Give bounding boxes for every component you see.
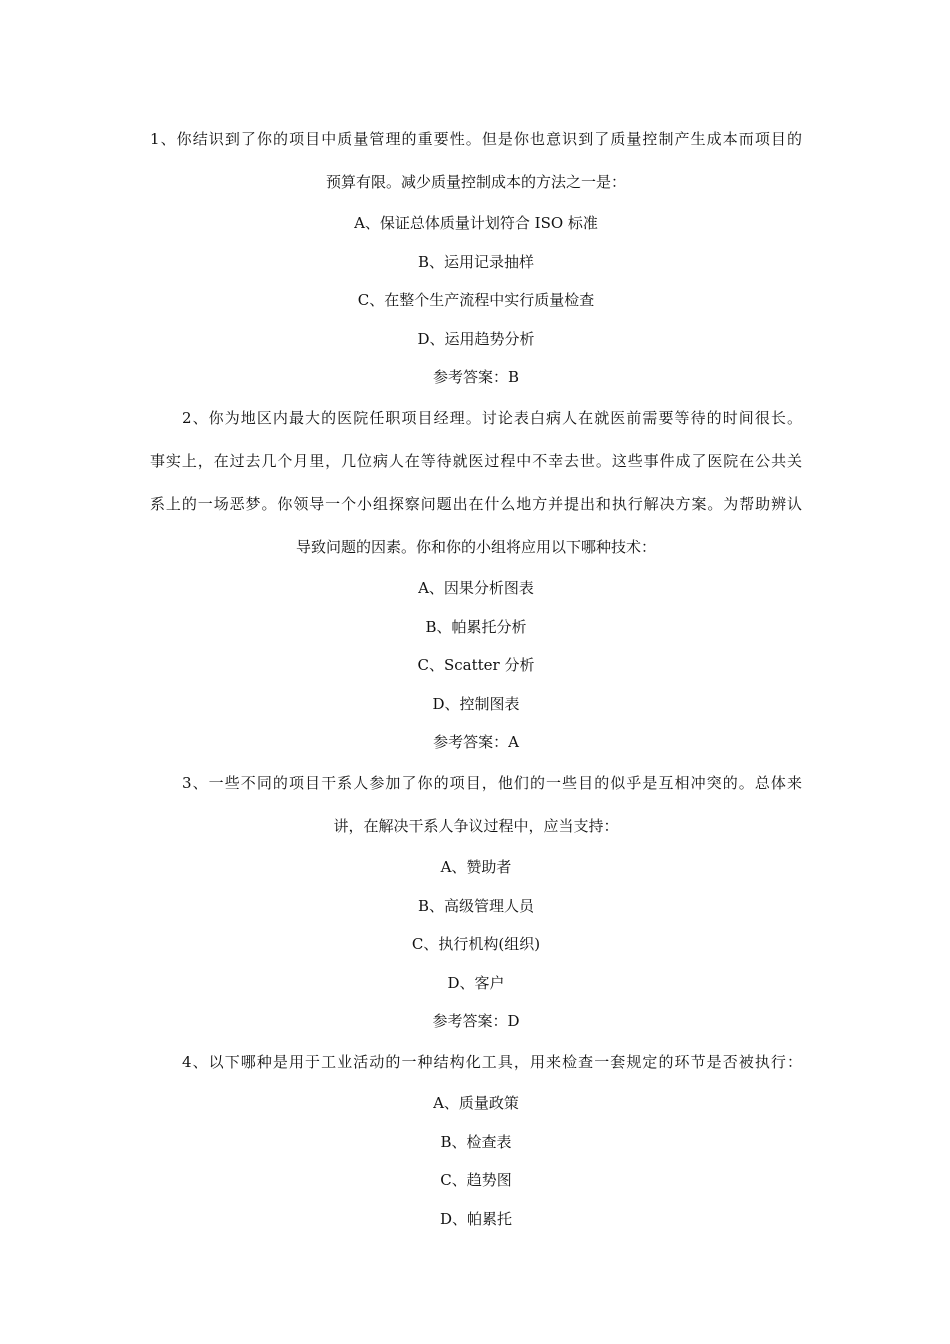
- question-4: [150, 1041, 802, 1238]
- question-4-option-c: C、趋势图: [440, 1171, 512, 1190]
- question-4-option-d: D、帕累托: [439, 1209, 513, 1228]
- question-1-option-b: B、运用记录抽样: [417, 252, 535, 271]
- question-3-option-b: B、高级管理人员: [417, 896, 535, 915]
- question-2-line-3: 系上的一场恶梦。你领导一个小组探察问题出在什么地方并提出和执行解决方案。为帮助辨认: [150, 494, 802, 513]
- question-3-line-1: 3、一些不同的项目干系人参加了你的项目，他们的一些目的似乎是互相冲突的。总体来: [182, 773, 802, 792]
- question-3-option-d: D、客户: [447, 973, 505, 992]
- question-1-option-c: C、在整个生产流程中实行质量检查: [357, 291, 595, 310]
- question-1-answer: 参考答案：B: [432, 368, 520, 387]
- question-1-option-d: D、运用趋势分析: [417, 329, 535, 348]
- question-2: [150, 397, 802, 762]
- question-3-option-c: C、执行机构(组织): [411, 935, 541, 954]
- question-4-line-1: 4、以下哪种是用于工业活动的一种结构化工具，用来检查一套规定的环节是否被执行：: [182, 1052, 802, 1071]
- question-4-option-b: B、检查表: [440, 1132, 512, 1151]
- question-1-line-2: 预算有限。减少质量控制成本的方法之一是：: [325, 173, 626, 191]
- question-2-line-2: 事实上，在过去几个月里，几位病人在等待就医过程中不幸去世。这些事件成了医院在公共关: [150, 451, 802, 470]
- question-2-line-4: 导致问题的因素。你和你的小组将应用以下哪种技术：: [295, 537, 656, 556]
- question-3-option-a: A、赞助者: [440, 857, 512, 876]
- question-3-line-2: 讲，在解决干系人争议过程中，应当支持：: [333, 816, 619, 835]
- question-1-line-1: 1、你结识到了你的项目中质量管理的重要性。但是你也意识到了质量控制产生成本而项目的: [150, 130, 802, 148]
- question-2-option-a: A、因果分析图表: [418, 578, 534, 597]
- document-page: [150, 118, 802, 1238]
- question-4-option-a: A、质量政策: [433, 1093, 519, 1112]
- question-1-option-a: A、保证总体质量计划符合 ISO 标准: [354, 214, 598, 232]
- question-2-option-b: B、帕累托分析: [425, 617, 527, 636]
- question-2-option-d: D、控制图表: [432, 694, 520, 713]
- question-2-option-c: C、Scatter 分析: [417, 656, 535, 675]
- question-2-line-1: 2、你为地区内最大的医院任职项目经理。讨论表白病人在就医前需要等待的时间很长。: [182, 408, 802, 427]
- question-1: [150, 118, 802, 397]
- question-2-answer: 参考答案：A: [433, 733, 519, 752]
- question-3-answer: 参考答案：D: [432, 1012, 520, 1031]
- question-3: [150, 762, 802, 1041]
